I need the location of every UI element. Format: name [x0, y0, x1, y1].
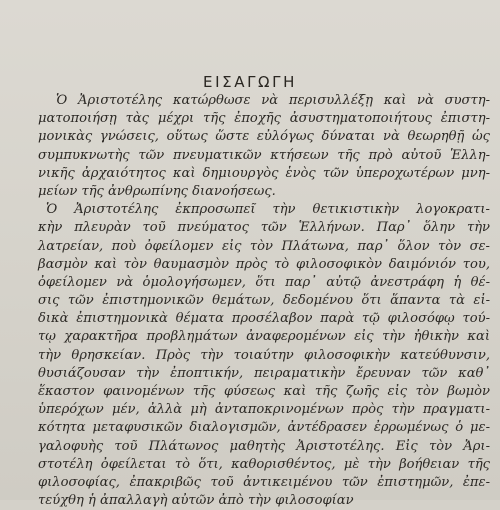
- text-line: φιλοσοφίας, ἐπακριβῶς τοῦ ἀντικειμένου τῶν ἐπιστημῶν, ἐπε-: [38, 474, 490, 490]
- text-line: Ὁ Ἀριστοτέλης ἐκπροσωπεῖ τὴν θετικιστικὴν λογοκρατι-: [46, 202, 490, 218]
- text-line: θυσιάζουσαν τὴν ἐποπτικήν, πειραματικὴν ἔρευναν τῶν καθ᾽: [38, 365, 490, 381]
- text-line: τὴν θρησκείαν. Πρὸς τὴν τοιαύτην φιλοσοφικὴν κατεύθυνσιν,: [38, 347, 490, 363]
- text-line: μονικὰς γνώσεις, οὕτως ὥστε εὐλόγως δύναται νὰ θεωρηθῇ ὡς: [38, 129, 490, 145]
- text-line: γαλοφυὴς τοῦ Πλάτωνος μαθητὴς Ἀριστοτέλης. Εἰς τὸν Ἀρι-: [38, 438, 490, 454]
- text-line: κὴν πλευρὰν τοῦ πνεύματος τῶν Ἑλλήνων. Παρ᾽ ὅλην τὴν: [38, 220, 490, 236]
- paragraph: [38, 92, 490, 201]
- text-line: κότητα μεταφυσικῶν διαλογισμῶν, ἀντέδρασεν ἐρρωμένως ὁ με-: [38, 420, 490, 436]
- text-line: συμπυκνωτὴς τῶν πνευματικῶν κτήσεων τῆς πρὸ αὐτοῦ Ἑλλη-: [38, 147, 490, 163]
- text-line: λατρείαν, ποὺ ὀφείλομεν εἰς τὸν Πλάτωνα, παρ᾽ ὅλον τὸν σε-: [38, 238, 490, 254]
- text-line: Ὁ Ἀριστοτέλης κατώρθωσε νὰ περισυλλέξῃ καὶ νὰ συστη-: [56, 93, 490, 108]
- text-line: δικὰ ἐπιστημονικὰ θέματα προσέλαβον παρὰ τῷ φιλοσόφῳ τού-: [38, 311, 490, 327]
- text-line: μείων τῆς ἀνθρωπίνης διανοήσεως.: [38, 183, 276, 199]
- text-line: τεύχθη ἡ ἀπαλλαγὴ αὐτῶν ἀπὸ τὴν φιλοσοφίαν: [38, 493, 354, 509]
- page-title: ΕΙΣΑΓΩΓΗ: [203, 73, 297, 91]
- text-line: ἕκαστον φαινομένων τῆς φύσεως καὶ τῆς ζωῆς εἰς τὸν βωμὸν: [38, 384, 490, 399]
- text-line: σις τῶν ἐπιστημονικῶν θεμάτων, δεδομένου ὅτι ἅπαντα τὰ εἰ-: [38, 293, 490, 309]
- text-line: στοτέλη ὀφείλεται τὸ ὅτι, καθορισθέντος, μὲ τὴν βοήθειαν τῆς: [38, 456, 490, 472]
- text-line: ὀφείλομεν νὰ ὁμολογήσωμεν, ὅτι παρ᾽ αὐτῷ ἀνεστράφη ἡ θέ-: [38, 274, 490, 290]
- text-line: ὑπερόχων μέν, ἀλλὰ μὴ ἀνταποκρινομένων πρὸς τὴν πραγματι-: [38, 402, 490, 418]
- body-text: [38, 92, 490, 510]
- text-line: βασμὸν καὶ τὸν θαυμασμὸν πρὸς τὸ φιλοσοφικὸν δαιμόνιόν του,: [38, 256, 490, 272]
- text-line: ματοποιήσῃ τὰς μέχρι τῆς ἐποχῆς ἀσυστηματοποιήτους ἐπιστη-: [38, 111, 490, 127]
- text-line: τῳ χαρακτῆρα προβλημάτων ἀναφερομένων εἰς τὴν ἠθικὴν καὶ: [38, 329, 490, 345]
- paragraph: [38, 201, 490, 510]
- text-line: νικῆς ἀρχαιότητος καὶ δημιουργὸς ἑνὸς τῶν ὑπεροχωτέρων μνη-: [38, 165, 490, 181]
